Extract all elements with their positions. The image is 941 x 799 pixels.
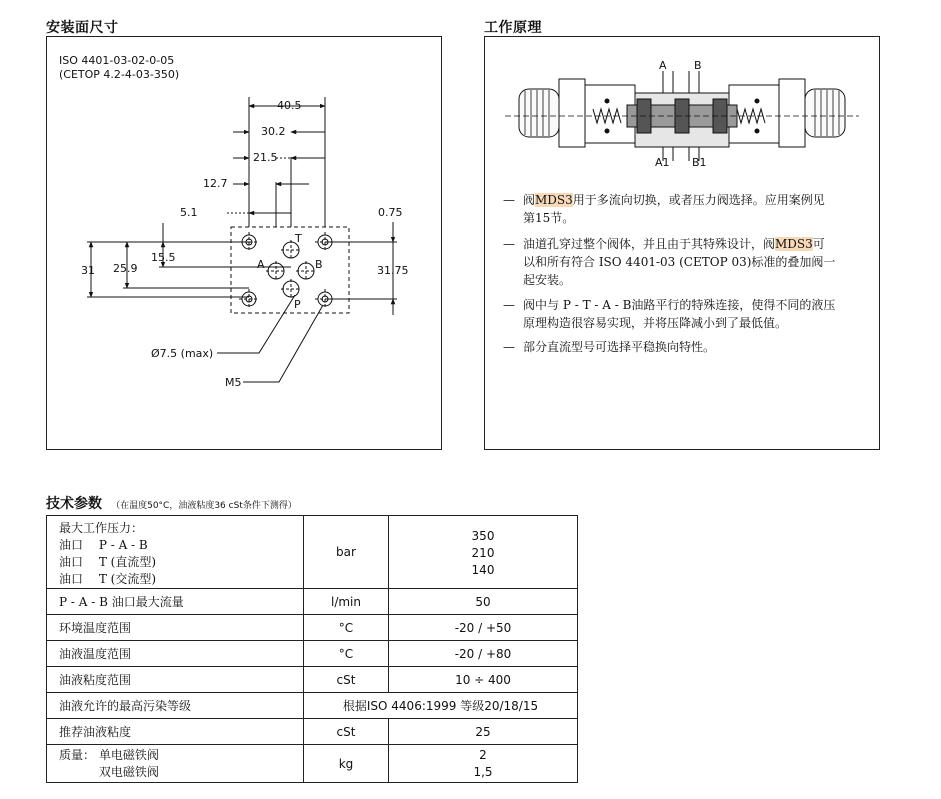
spec-unit: °C xyxy=(304,615,389,641)
bullet-4: — 部分直流型号可选择平稳换向特性。 xyxy=(503,340,716,354)
spec-sublabel: 油口 T (直流型) xyxy=(59,555,156,569)
port-a1-label: A1 xyxy=(655,156,670,169)
spec-value: -20 / +80 xyxy=(389,641,578,667)
cetop-standard-label: (CETOP 4.2-4-03-350) xyxy=(59,68,180,81)
spec-sublabel: 油口 P - A - B xyxy=(59,538,148,552)
spec-label: 最大工作压力： xyxy=(59,521,144,535)
spec-unit: bar xyxy=(304,516,389,589)
dim-25-9: 25.9 xyxy=(113,262,138,275)
spec-unit: l/min xyxy=(304,589,389,615)
spec-value: 140 xyxy=(471,563,495,577)
specs-heading xyxy=(46,493,297,513)
spec-unit: kg xyxy=(304,745,389,783)
specs-note: （在温度50°C，油液粘度36 cSt条件下测得） xyxy=(111,501,297,511)
spec-unit: cSt xyxy=(304,719,389,745)
spec-unit: cSt xyxy=(304,667,389,693)
port-b-label: B xyxy=(315,258,323,271)
specs-title: 技术参数 xyxy=(46,496,102,512)
dim-21-5: 21.5 xyxy=(253,151,278,164)
port-a-top-label: A xyxy=(659,59,667,72)
dim-15-5: 15.5 xyxy=(151,251,176,264)
port-b-top-label: B xyxy=(694,59,702,72)
spec-value: 1,5 xyxy=(473,765,493,779)
bullet-2: — 油道孔穿过整个阀体，并且由于其特殊设计，阀MDS3可 以和所有符合 ISO 4401-03 (CETOP 03)标准的叠加阀一 起安装。 xyxy=(503,237,836,287)
spec-value: -20 / +50 xyxy=(389,615,578,641)
spec-value: 2 xyxy=(479,748,487,762)
spec-label: 油液允许的最高污染等级 xyxy=(47,693,304,719)
principle-section-title: 工作原理 xyxy=(484,20,542,36)
table-row xyxy=(47,693,578,719)
spec-value: 50 xyxy=(389,589,578,615)
port-p-label: P xyxy=(294,298,301,311)
mounting-surface-drawing xyxy=(47,37,441,449)
mount-panel xyxy=(46,36,442,450)
mount-section-title: 安装面尺寸 xyxy=(46,20,119,36)
bullet-1: — 阀MDS3用于多流向切换，或者压力阀选择。应用案例见 第15节。 xyxy=(503,193,825,225)
table-row xyxy=(47,745,578,783)
table-row xyxy=(47,516,578,589)
spec-value: 根据ISO 4406:1999 等级20/18/15 xyxy=(304,693,578,719)
dim-30-2: 30.2 xyxy=(261,125,286,138)
dim-31-75: 31.75 xyxy=(377,264,409,277)
table-row xyxy=(47,667,578,693)
principle-panel xyxy=(484,36,880,450)
spec-unit: °C xyxy=(304,641,389,667)
spec-label: P - A - B 油口最大流量 xyxy=(47,589,304,615)
port-a-label: A xyxy=(257,258,265,271)
valve-cross-section-drawing xyxy=(485,37,879,167)
spec-label: 环境温度范围 xyxy=(47,615,304,641)
bullet-3: — 阀中与 P - T - A - B油路平行的特殊连接，使得不同的液压 原理构造很容易实现，并将压降减小到了最低值。 xyxy=(503,298,836,330)
table-row xyxy=(47,719,578,745)
iso-standard-label: ISO 4401-03-02-0-05 xyxy=(59,54,175,67)
spec-label: 双电磁铁阀 xyxy=(59,765,159,779)
port-b1-label: B1 xyxy=(692,156,707,169)
table-row xyxy=(47,615,578,641)
spec-label: 质量： 单电磁铁阀 xyxy=(59,748,159,762)
spec-value: 25 xyxy=(389,719,578,745)
dim-5-1: 5.1 xyxy=(180,206,198,219)
dim-12-7: 12.7 xyxy=(203,177,228,190)
port-t-label: T xyxy=(295,232,302,245)
spec-label: 油液粘度范围 xyxy=(47,667,304,693)
spec-label: 油液温度范围 xyxy=(47,641,304,667)
table-row xyxy=(47,589,578,615)
spec-value: 210 xyxy=(471,546,495,560)
spec-value: 10 ÷ 400 xyxy=(389,667,578,693)
dim-40-5: 40.5 xyxy=(277,99,302,112)
spec-label: 推荐油液粘度 xyxy=(47,719,304,745)
table-row xyxy=(47,641,578,667)
m5-label: M5 xyxy=(225,376,242,389)
dim-31: 31 xyxy=(81,264,95,277)
dim-0-75: 0.75 xyxy=(378,206,403,219)
spec-sublabel: 油口 T (交流型) xyxy=(59,572,156,586)
diameter-label: Ø7.5 (max) xyxy=(151,347,214,360)
specs-table xyxy=(46,515,578,783)
spec-value: 350 xyxy=(471,529,495,543)
